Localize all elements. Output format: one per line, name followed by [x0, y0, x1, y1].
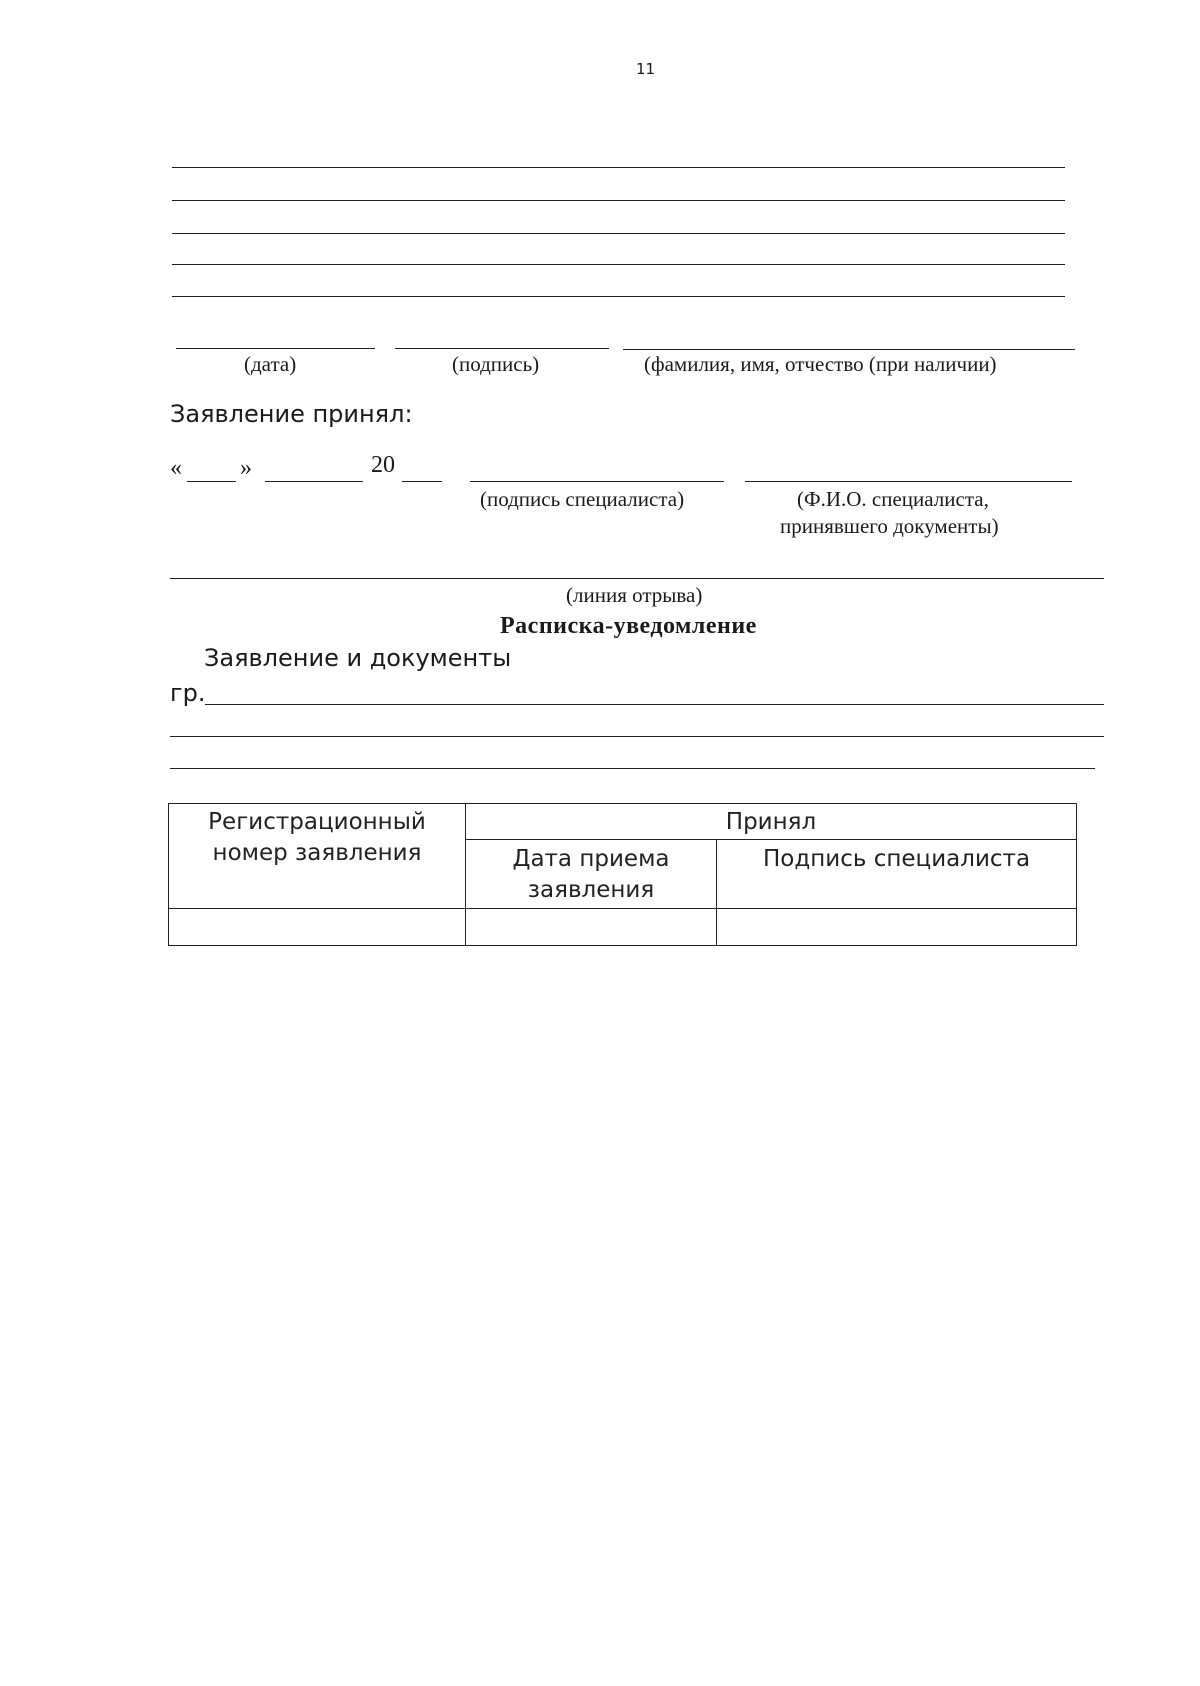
- table-cell[interactable]: [717, 909, 1077, 946]
- table-cell[interactable]: [466, 909, 717, 946]
- page-number: 11: [636, 60, 656, 78]
- registration-number-header: [169, 804, 466, 909]
- header-text: Регистрационный: [208, 809, 426, 835]
- blank-line: [170, 768, 1095, 769]
- blank-line: [172, 233, 1065, 234]
- receipt-title: Расписка-уведомление: [500, 613, 757, 639]
- blank-line: [172, 264, 1065, 265]
- specialist-signature-line: [470, 481, 724, 482]
- header-text: заявления: [527, 877, 655, 903]
- full-name-line: [623, 349, 1075, 350]
- header-text: номер заявления: [212, 840, 422, 866]
- table-cell[interactable]: [169, 909, 466, 946]
- accepted-group-header: Принял: [466, 804, 1077, 840]
- full-name-caption: (фамилия, имя, отчество (при наличии): [644, 352, 997, 376]
- date-caption: (дата): [244, 352, 297, 376]
- citizen-prefix: гр.: [170, 679, 206, 707]
- acceptance-date-header: [466, 840, 717, 909]
- signature-line: [395, 348, 609, 349]
- specialist-name-caption-line1: (Ф.И.О. специалиста,: [797, 487, 989, 511]
- specialist-signature-caption: (подпись специалиста): [480, 487, 685, 511]
- signature-caption: (подпись): [452, 352, 540, 376]
- year-prefix: 20: [371, 452, 395, 478]
- citizen-line: [205, 704, 1104, 705]
- blank-line: [172, 200, 1065, 201]
- date-line: [176, 348, 375, 349]
- blank-line: [170, 736, 1104, 737]
- tear-line-caption: (линия отрыва): [566, 583, 703, 607]
- blank-line: [172, 167, 1065, 168]
- tear-line: [170, 578, 1104, 579]
- quote-open: «: [170, 455, 182, 481]
- quote-close: »: [240, 455, 252, 481]
- specialist-name-caption-line2: принявшего документы): [780, 514, 999, 538]
- docs-label: Заявление и документы: [204, 644, 512, 672]
- accepted-label: Заявление принял:: [170, 400, 413, 428]
- header-text: Дата приема: [512, 846, 670, 872]
- specialist-name-line: [745, 481, 1072, 482]
- year-line: [402, 481, 442, 482]
- day-line: [187, 481, 236, 482]
- month-line: [265, 481, 363, 482]
- blank-line: [172, 296, 1065, 297]
- registration-table: [168, 803, 1077, 946]
- table-row: [169, 909, 1077, 946]
- specialist-signature-header: Подпись специалиста: [717, 840, 1077, 909]
